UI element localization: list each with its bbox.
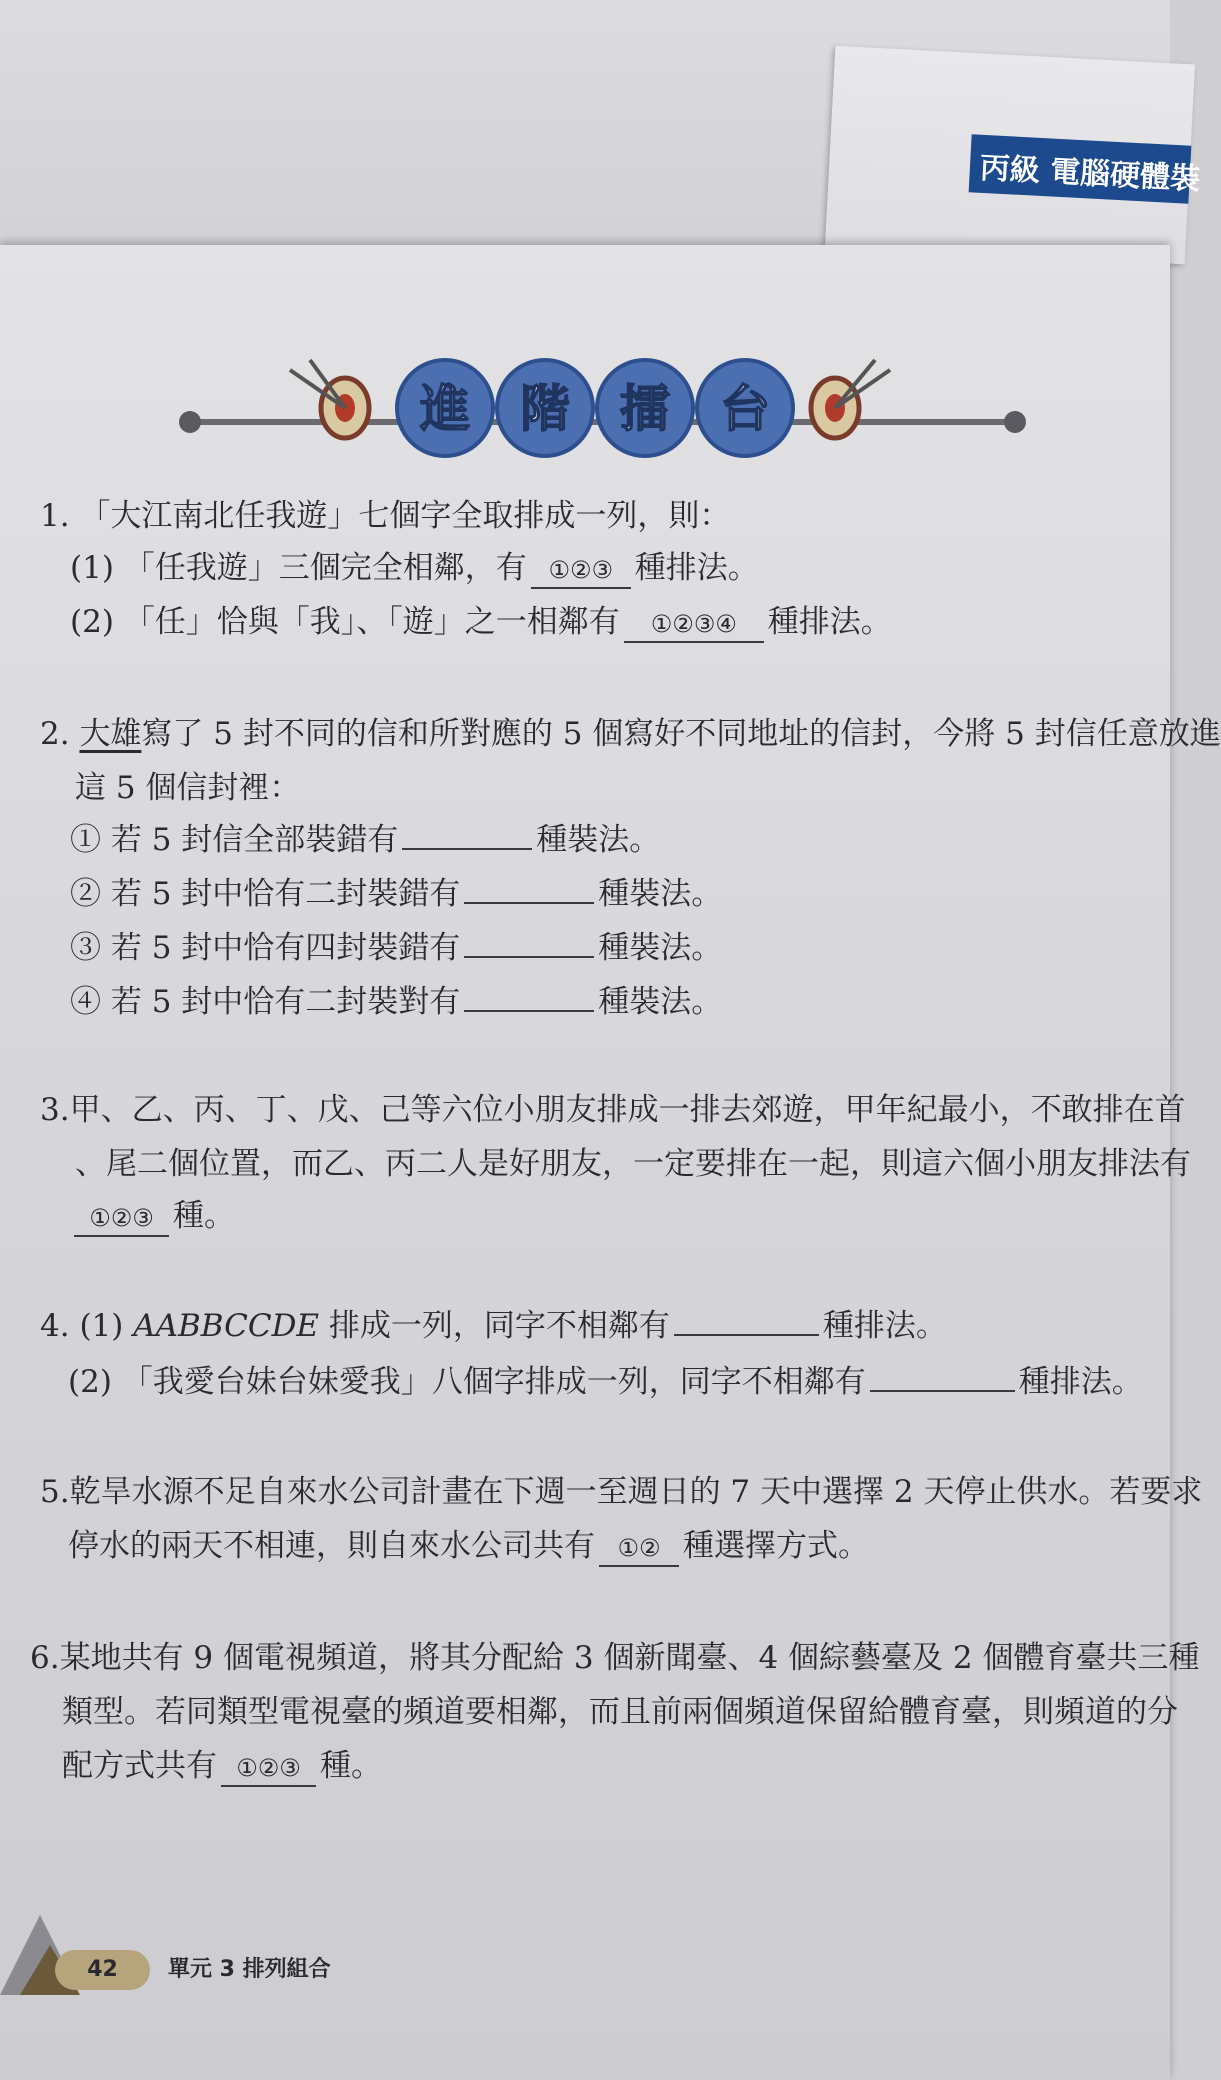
q2-stem-line1 — [40, 708, 1221, 753]
q2-item-4 — [70, 976, 722, 1021]
q1-part1-post: 種排法。 — [634, 550, 759, 586]
banner-char-4: 台 — [720, 380, 770, 438]
q3-line2: 、尾二個位置，而乙、丙二人是好朋友，一定要排在一起，則這六個小朋友排法有 — [75, 1146, 1191, 1182]
book-title-band: 丙級 電腦硬體裝 — [969, 134, 1192, 203]
q1-part2-pre: (2) 「任」恰與「我」、「遊」之一相鄰有 — [70, 604, 620, 640]
q3-post: 種。 — [173, 1198, 235, 1234]
q1-stem — [40, 490, 730, 535]
q6-line3-pre: 配方式共有 — [62, 1748, 217, 1784]
q4-part1-letters: AABBCCDE — [133, 1308, 320, 1344]
q2-item-1-pre: 若 5 封信全部裝錯有 — [110, 822, 399, 858]
q3-number: 3. — [40, 1092, 70, 1128]
banner-char-2: 階 — [520, 380, 570, 438]
q2-item-3-blank — [464, 956, 594, 958]
q2-item-1-mark: ① — [70, 822, 101, 858]
q2-item-1-blank — [402, 848, 532, 850]
q5-line2-pre: 停水的兩天不相連，則自來水公司共有 — [68, 1528, 595, 1564]
target-left-icon — [290, 360, 369, 438]
q2-item-2-blank — [464, 902, 594, 904]
q6-line2: 類型。若同類型電視臺的頻道要相鄰，而且前兩個頻道保留給體育臺，則頻道的分 — [62, 1694, 1178, 1730]
q4-part2-blank — [870, 1390, 1015, 1392]
q4-part1-pre: (1) — [79, 1308, 124, 1344]
q1-part2-post: 種排法。 — [767, 604, 892, 640]
q2-item-2 — [70, 868, 722, 913]
q4-part1-blank — [674, 1334, 819, 1336]
banner-char-1: 進 — [420, 380, 470, 438]
q1-part2 — [70, 596, 892, 643]
q2-stem-line2: 這 5 個信封裡： — [75, 770, 301, 806]
q5-post: 種選擇方式。 — [683, 1528, 869, 1564]
q4-part2 — [68, 1356, 1143, 1401]
q6-number: 6. — [30, 1640, 60, 1676]
q2-item-4-post: 種裝法。 — [598, 984, 723, 1020]
section-banner — [170, 330, 1040, 460]
q2-item-1-post: 種裝法。 — [536, 822, 661, 858]
q2-item-3-post: 種裝法。 — [598, 930, 723, 966]
q2-item-4-mark: ④ — [70, 984, 101, 1020]
q4-part1-post: 種排法。 — [822, 1308, 947, 1344]
q1-stem-text: 「大江南北任我遊」七個字全取排成一列，則： — [79, 498, 731, 534]
q2-item-1 — [70, 814, 660, 859]
q2-item-2-pre: 若 5 封中恰有二封裝錯有 — [110, 876, 461, 912]
q6-line1 — [30, 1632, 1199, 1677]
q3-answer: ①②③ — [74, 1201, 169, 1237]
q6-answer: ①②③ — [221, 1751, 316, 1787]
q3-line3 — [70, 1190, 235, 1237]
q2-item-3-pre: 若 5 封中恰有四封裝錯有 — [110, 930, 461, 966]
q5-line1 — [40, 1466, 1202, 1511]
q5-line2 — [68, 1520, 869, 1567]
q1-part1-answer: ①②③ — [531, 553, 631, 589]
banner-char-3: 擂 — [620, 380, 670, 438]
q6-line1-text: 某地共有 9 個電視頻道，將其分配給 3 個新聞臺、4 個綜藝臺及 2 個體育臺共三種 — [59, 1640, 1200, 1676]
q2-item-2-post: 種裝法。 — [598, 876, 723, 912]
q1-number: 1. — [40, 498, 70, 534]
q4-part2-pre: (2) 「我愛台妹台妹愛我」八個字排成一列，同字不相鄰有 — [68, 1364, 866, 1400]
q4-number: 4. — [40, 1308, 70, 1344]
page-number: 42 — [55, 1950, 150, 1990]
q3-line1 — [40, 1084, 1186, 1129]
q4-part1 — [40, 1300, 947, 1345]
q5-number: 5. — [40, 1474, 70, 1510]
q2-item-4-pre: 若 5 封中恰有二封裝對有 — [110, 984, 461, 1020]
q3-line1-text: 甲、乙、丙、丁、戊、己等六位小朋友排成一排去郊遊，甲年紀最小，不敢排在首 — [69, 1092, 1186, 1128]
q2-item-3-mark: ③ — [70, 930, 101, 966]
q2-number: 2. — [40, 716, 70, 752]
rod-end-right — [1004, 411, 1026, 433]
q2-stem-a: 寫了 5 封不同的信和所對應的 5 個寫好不同地址的信封，今將 5 封信任意放進 — [141, 716, 1221, 752]
q2-person-name: 大雄 — [79, 716, 142, 752]
q2-item-2-mark: ② — [70, 876, 101, 912]
q5-line1-text: 乾旱水源不足自來水公司計畫在下週一至週日的 7 天中選擇 2 天停止供水。若要求 — [69, 1474, 1203, 1510]
q1-part2-answer: ①②③④ — [624, 607, 764, 643]
q6-post: 種。 — [320, 1748, 382, 1784]
q6-line3 — [62, 1740, 382, 1787]
unit-title: 單元 3 排列組合 — [168, 1957, 331, 1982]
q2-item-4-blank — [464, 1010, 594, 1012]
q1-part1-pre: (1) 「任我遊」三個完全相鄰，有 — [70, 550, 527, 586]
rod-end-left — [179, 411, 201, 433]
q1-part1 — [70, 542, 759, 589]
q4-part1-mid: 排成一列，同字不相鄰有 — [328, 1308, 670, 1344]
target-right-icon — [811, 360, 890, 438]
q5-answer: ①② — [599, 1531, 679, 1567]
q4-part2-post: 種排法。 — [1018, 1364, 1143, 1400]
q2-item-3 — [70, 922, 722, 967]
